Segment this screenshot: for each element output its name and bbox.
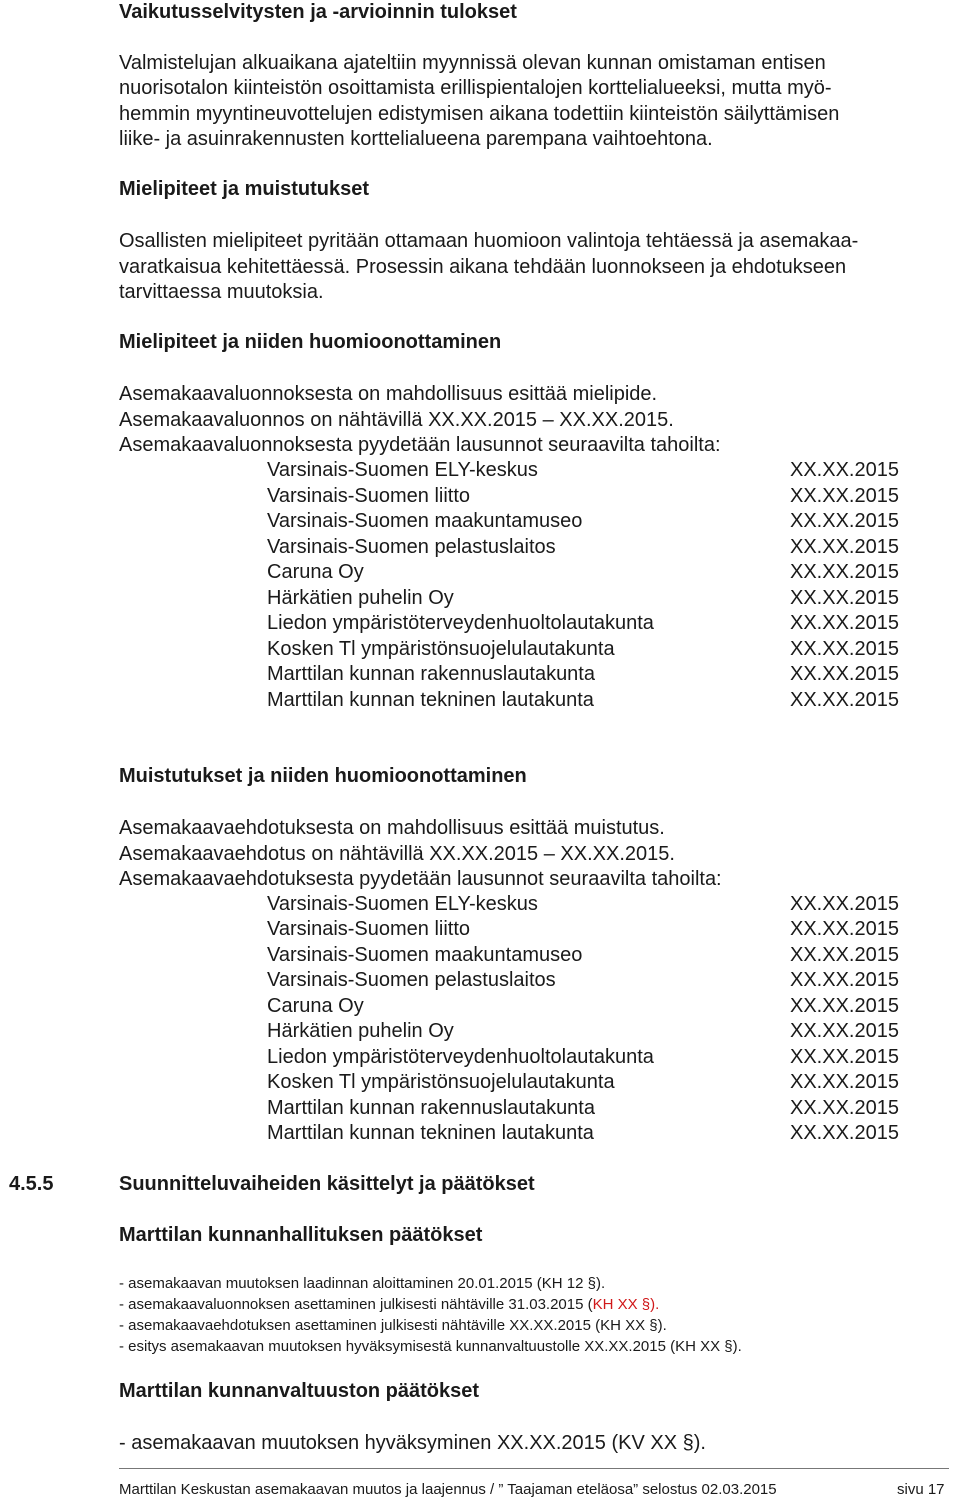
paragraph-line: hemmin myyntineuvottelujen edistymisen aikana todettiin kiinteistön säilyttämisen <box>119 103 840 125</box>
organization-name: Varsinais-Suomen pelastuslaitos <box>267 536 556 558</box>
organization-name: Varsinais-Suomen liitto <box>267 918 471 940</box>
paragraph-line: Osallisten mielipiteet pyritään ottamaan huomioon valintoja tehtäessä ja asemakaa- <box>119 230 859 252</box>
organization-name: Marttilan kunnan tekninen lautakunta <box>267 689 594 711</box>
paragraph-line: varatkaisua kehitettäessä. Prosessin aikana tehdään luonnokseen ja ehdotukseen <box>119 256 847 278</box>
footer-page-number: sivu 17 <box>897 1481 945 1498</box>
subsection-heading-board: Marttilan kunnanhallituksen päätökset <box>119 1224 483 1246</box>
decision-item-text: - asemakaavaluonnoksen asettaminen julkisesti nähtäville 31.03.2015 ( <box>119 1296 593 1313</box>
organization-name: Marttilan kunnan rakennuslautakunta <box>267 663 595 685</box>
organization-date: XX.XX.2015 <box>790 944 899 966</box>
organization-date: XX.XX.2015 <box>790 561 899 583</box>
paragraph-line: Asemakaavaluonnoksesta pyydetään lausunnot seuraavilta tahoilta: <box>119 434 721 456</box>
decision-item: - asemakaavaehdotuksen asettaminen julkisesti nähtäville XX.XX.2015 (KH XX §). <box>119 1317 667 1334</box>
section-heading-objections: Muistutukset ja niiden huomioonottaminen <box>119 765 527 787</box>
decision-item: - asemakaavan muutoksen hyväksyminen XX.XX.2015 (KV XX §). <box>119 1432 706 1454</box>
paragraph-line: Asemakaavaehdotus on nähtävillä XX.XX.2015 – XX.XX.2015. <box>119 843 675 865</box>
organization-name: Varsinais-Suomen ELY-keskus <box>267 893 538 915</box>
organization-date: XX.XX.2015 <box>790 918 899 940</box>
organization-name: Varsinais-Suomen pelastuslaitos <box>267 969 556 991</box>
organization-name: Kosken Tl ympäristönsuojelulautakunta <box>267 638 615 660</box>
organization-name: Marttilan kunnan rakennuslautakunta <box>267 1097 595 1119</box>
decision-item-highlight: KH XX §). <box>592 1296 660 1313</box>
paragraph-line: Asemakaavaehdotuksesta on mahdollisuus esittää muistutus. <box>119 817 665 839</box>
organization-date: XX.XX.2015 <box>790 995 899 1017</box>
paragraph-line: tarvittaessa muutoksia. <box>119 281 324 303</box>
organization-name: Caruna Oy <box>267 995 364 1017</box>
organization-name: Härkätien puhelin Oy <box>267 1020 454 1042</box>
organization-name: Caruna Oy <box>267 561 364 583</box>
organization-date: XX.XX.2015 <box>790 638 899 660</box>
subsection-heading-council: Marttilan kunnanvaltuuston päätökset <box>119 1380 480 1402</box>
organization-name: Liedon ympäristöterveydenhuoltolautakunta <box>267 612 654 634</box>
organization-name: Varsinais-Suomen maakuntamuseo <box>267 510 583 532</box>
organization-date: XX.XX.2015 <box>790 612 899 634</box>
organization-name: Varsinais-Suomen maakuntamuseo <box>267 944 583 966</box>
organization-date: XX.XX.2015 <box>790 1020 899 1042</box>
organization-date: XX.XX.2015 <box>790 485 899 507</box>
organization-date: XX.XX.2015 <box>790 663 899 685</box>
organization-date: XX.XX.2015 <box>790 459 899 481</box>
organization-date: XX.XX.2015 <box>790 689 899 711</box>
section-heading-decisions: Suunnitteluvaiheiden käsittelyt ja päätökset <box>119 1173 535 1195</box>
organization-name: Kosken Tl ympäristönsuojelulautakunta <box>267 1071 615 1093</box>
paragraph-line: liike- ja asuinrakennusten korttelialueena parempana vaihtoehtona. <box>119 128 713 150</box>
organization-name: Varsinais-Suomen ELY-keskus <box>267 459 538 481</box>
organization-date: XX.XX.2015 <box>790 1122 899 1144</box>
organization-date: XX.XX.2015 <box>790 536 899 558</box>
organization-date: XX.XX.2015 <box>790 1046 899 1068</box>
organization-name: Liedon ympäristöterveydenhuoltolautakunta <box>267 1046 654 1068</box>
footer-divider <box>119 1468 949 1469</box>
section-heading-opinions: Mielipiteet ja muistutukset <box>119 178 370 200</box>
organization-date: XX.XX.2015 <box>790 587 899 609</box>
organization-name: Varsinais-Suomen liitto <box>267 485 471 507</box>
organization-date: XX.XX.2015 <box>790 893 899 915</box>
paragraph-line: Asemakaavaluonnos on nähtävillä XX.XX.2015 – XX.XX.2015. <box>119 409 674 431</box>
decision-item: - asemakaavan muutoksen laadinnan aloittaminen 20.01.2015 (KH 12 §). <box>119 1275 606 1292</box>
section-heading-results: Vaikutusselvitysten ja -arvioinnin tulokset <box>119 1 517 23</box>
section-number: 4.5.5 <box>9 1173 54 1195</box>
organization-date: XX.XX.2015 <box>790 969 899 991</box>
paragraph-line: nuorisotalon kiinteistön osoittamista erillispientalojen korttelialueeksi, mutta myö- <box>119 77 832 99</box>
paragraph-line: Valmistelujan alkuaikana ajateltiin myynnissä olevan kunnan omistaman entisen <box>119 52 826 74</box>
organization-date: XX.XX.2015 <box>790 510 899 532</box>
organization-name: Marttilan kunnan tekninen lautakunta <box>267 1122 594 1144</box>
organization-date: XX.XX.2015 <box>790 1071 899 1093</box>
organization-date: XX.XX.2015 <box>790 1097 899 1119</box>
footer-document-title: Marttilan Keskustan asemakaavan muutos ja laajennus / ” Taajaman eteläosa” selostus 02.03.2015 <box>119 1481 777 1498</box>
decision-item: - esitys asemakaavan muutoksen hyväksymisestä kunnanvaltuustolle XX.XX.2015 (KH XX §). <box>119 1338 742 1355</box>
paragraph-line: Asemakaavaehdotuksesta pyydetään lausunnot seuraavilta tahoilta: <box>119 868 722 890</box>
section-heading-opinions-consideration: Mielipiteet ja niiden huomioonottaminen <box>119 331 502 353</box>
paragraph-line: Asemakaavaluonnoksesta on mahdollisuus esittää mielipide. <box>119 383 658 405</box>
decision-item <box>119 1296 659 1313</box>
organization-name: Härkätien puhelin Oy <box>267 587 454 609</box>
